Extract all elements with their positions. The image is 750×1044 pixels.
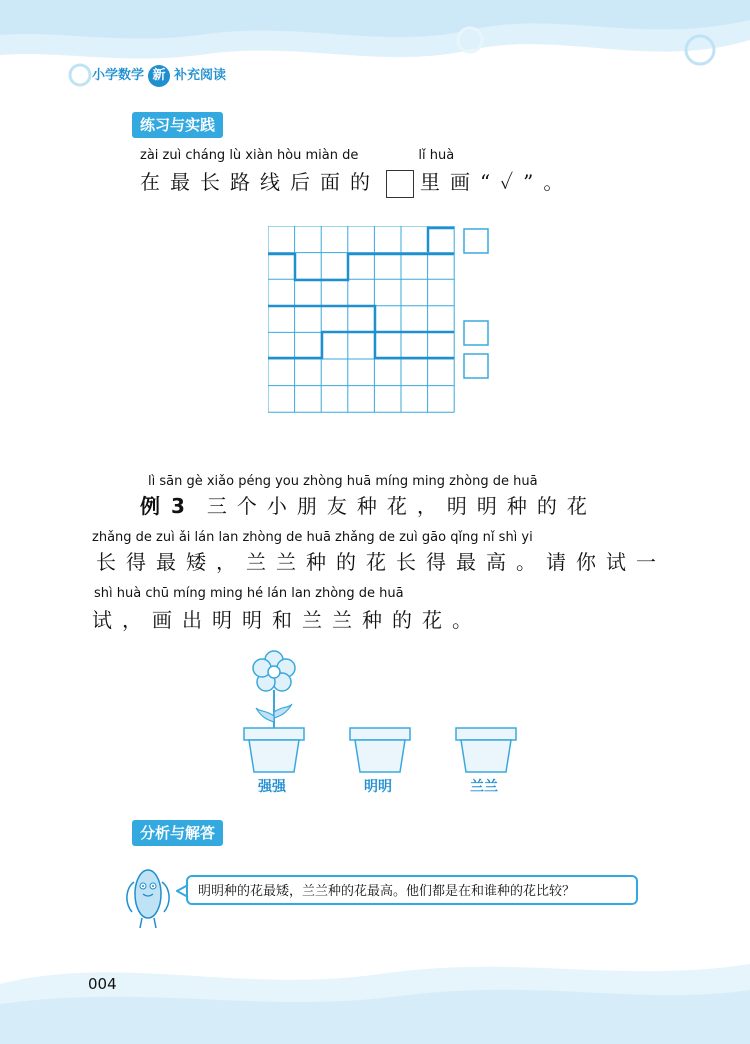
series-title-right: 补充阅读 xyxy=(174,68,227,83)
flower-icon xyxy=(253,651,295,728)
route-1 xyxy=(428,228,454,252)
answer-box-3 xyxy=(464,354,488,378)
example-line-3: 试，画出明明和兰兰种的花。 xyxy=(92,608,482,632)
example-text-1: 三个小朋友种花，明明种的花 xyxy=(206,494,597,518)
series-title-left: 小学数学 xyxy=(92,68,145,83)
pot-label-mingming: 明明 xyxy=(364,779,392,795)
example-line-2: 长得最矮，兰兰种的花长得最高。请你试一 xyxy=(96,550,666,574)
example-pinyin-3: shì huà chū míng ming hé lán lan zhòng de huā xyxy=(94,586,404,601)
answer-box-1 xyxy=(464,229,488,253)
answer-box-example xyxy=(386,170,414,198)
answer-box-2 xyxy=(464,321,488,345)
example-pinyin-2: zhǎng de zuì ǎi lán lan zhòng de huā zhǎng de zuì gāo qǐng nǐ shì yi xyxy=(92,530,533,545)
header-decoration xyxy=(0,0,750,120)
flowerpot-icon xyxy=(244,728,516,772)
practice-pinyin-part2: lǐ huà xyxy=(418,148,455,163)
practice-pinyin-part1: zài zuì cháng lù xiàn hòu miàn de xyxy=(140,148,359,163)
example-label: 例 3 xyxy=(140,494,187,518)
route-3 xyxy=(268,306,454,332)
flower-pots-illustration xyxy=(236,650,526,780)
new-badge: 新 xyxy=(148,65,170,87)
pot-label-lanlan: 兰兰 xyxy=(470,779,498,795)
analysis-tag: 分析与解答 xyxy=(132,820,223,846)
practice-text-before: 在最长路线后面的 xyxy=(140,170,380,194)
example-pinyin-1: lì sān gè xiǎo péng you zhòng huā míng ming zhòng de huā xyxy=(148,474,538,489)
practice-pinyin xyxy=(140,148,454,163)
route-2 xyxy=(268,254,454,280)
practice-text-after: 里画“✓”。 xyxy=(420,170,574,194)
route-grid xyxy=(268,226,493,416)
corn-mascot-icon xyxy=(118,862,180,930)
practice-tag: 练习与实践 xyxy=(132,112,223,138)
speech-bubble: 明明种的花最矮，兰兰种的花最高。他们都是在和谁种的花比较？ xyxy=(186,875,638,905)
pot-label-qiangqiang: 强强 xyxy=(258,779,286,795)
series-title xyxy=(92,64,226,87)
page-number: 004 xyxy=(88,975,117,993)
practice-instruction xyxy=(140,166,573,198)
route-4 xyxy=(268,332,454,358)
example-line-1 xyxy=(140,490,597,519)
